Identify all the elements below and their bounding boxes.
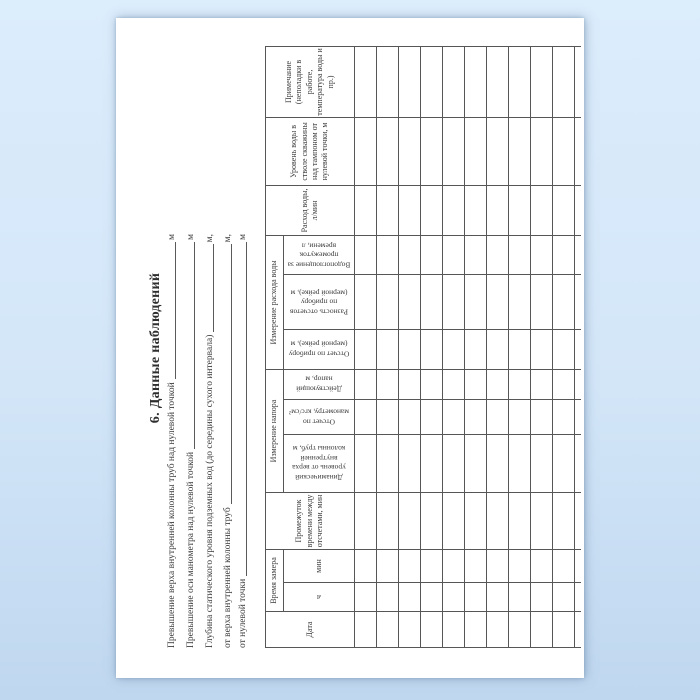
empty-cell bbox=[509, 329, 531, 369]
empty-cell bbox=[509, 399, 531, 434]
empty-cell bbox=[421, 399, 443, 434]
empty-cell bbox=[355, 549, 377, 582]
empty-cell bbox=[553, 369, 575, 399]
empty-cell bbox=[421, 549, 443, 582]
empty-cell bbox=[509, 117, 531, 185]
fill-line-text: от нулевой точки bbox=[238, 578, 248, 648]
empty-cell bbox=[531, 274, 553, 329]
empty-cell bbox=[399, 274, 421, 329]
unit-label: м bbox=[167, 234, 177, 241]
empty-cell bbox=[465, 329, 487, 369]
table-row bbox=[355, 46, 377, 647]
group-header-head-measurement: Измерение напора bbox=[266, 369, 284, 492]
empty-cell bbox=[355, 369, 377, 399]
col-header-water-level: Уровень воды в стволе скважины над тампоном от нулевой точки, м bbox=[266, 117, 355, 185]
table-cutoff bbox=[575, 46, 581, 647]
empty-cell bbox=[553, 329, 575, 369]
empty-cell bbox=[355, 46, 377, 117]
empty-cell bbox=[377, 369, 399, 399]
empty-cell bbox=[465, 582, 487, 611]
col-header-manometer-reading bbox=[284, 399, 355, 434]
empty-cell bbox=[421, 369, 443, 399]
empty-cell bbox=[487, 185, 509, 235]
empty-cell bbox=[531, 549, 553, 582]
empty-cell bbox=[531, 235, 553, 274]
empty-cell bbox=[421, 274, 443, 329]
empty-cell bbox=[553, 549, 575, 582]
fill-line-3 bbox=[204, 234, 216, 648]
empty-cell bbox=[443, 117, 465, 185]
fill-line-1 bbox=[166, 234, 178, 648]
empty-cell bbox=[531, 185, 553, 235]
vertical-header-text: Разность отсчетов по прибору (мерной рейке), м bbox=[289, 288, 349, 317]
empty-cell bbox=[443, 399, 465, 434]
col-header-note: Примечание (неполадки в работе, температура воды и пр.) bbox=[266, 46, 355, 117]
empty-cell bbox=[377, 492, 399, 549]
empty-cell bbox=[465, 274, 487, 329]
empty-cell bbox=[487, 582, 509, 611]
document-page bbox=[116, 18, 584, 678]
empty-cell bbox=[443, 274, 465, 329]
empty-cell bbox=[443, 434, 465, 492]
col-header-flow-rate: Расход воды, л/мин bbox=[266, 185, 355, 235]
empty-cell bbox=[421, 235, 443, 274]
empty-cell bbox=[509, 434, 531, 492]
empty-cell bbox=[377, 549, 399, 582]
col-header-minute: мин bbox=[284, 549, 355, 582]
empty-cell bbox=[443, 185, 465, 235]
empty-cell bbox=[531, 369, 553, 399]
empty-cell bbox=[465, 185, 487, 235]
empty-cell bbox=[421, 117, 443, 185]
empty-cell bbox=[487, 434, 509, 492]
empty-cell bbox=[443, 329, 465, 369]
empty-cell bbox=[553, 117, 575, 185]
empty-cell bbox=[553, 611, 575, 647]
empty-cell bbox=[509, 611, 531, 647]
empty-cell bbox=[531, 329, 553, 369]
empty-cell bbox=[377, 274, 399, 329]
empty-cell bbox=[487, 46, 509, 117]
empty-cell bbox=[399, 492, 421, 549]
empty-cell bbox=[509, 582, 531, 611]
empty-cell bbox=[487, 549, 509, 582]
empty-cell bbox=[421, 492, 443, 549]
empty-cell bbox=[487, 492, 509, 549]
empty-cell bbox=[399, 235, 421, 274]
empty-cell bbox=[355, 185, 377, 235]
empty-cell bbox=[465, 235, 487, 274]
table-row bbox=[421, 46, 443, 647]
empty-cell bbox=[465, 117, 487, 185]
empty-cell bbox=[509, 274, 531, 329]
empty-cell bbox=[509, 549, 531, 582]
unit-label: м bbox=[238, 234, 248, 241]
empty-cell bbox=[443, 549, 465, 582]
empty-cell bbox=[509, 369, 531, 399]
empty-cell bbox=[421, 329, 443, 369]
empty-cell bbox=[465, 492, 487, 549]
table-row bbox=[443, 46, 465, 647]
vertical-header-text: Действующий напор, м bbox=[296, 375, 342, 395]
empty-cell bbox=[531, 117, 553, 185]
empty-cell bbox=[487, 369, 509, 399]
empty-cell bbox=[377, 46, 399, 117]
col-header-interval: Промежуток времени между отсчетами, мин bbox=[266, 492, 355, 549]
empty-cell bbox=[553, 492, 575, 549]
blank-line bbox=[175, 242, 176, 379]
col-header-hour: ч bbox=[284, 582, 355, 611]
group-header-measure-time: Время замера bbox=[266, 549, 284, 611]
empty-cell bbox=[509, 185, 531, 235]
empty-cell bbox=[531, 582, 553, 611]
empty-cell bbox=[377, 399, 399, 434]
empty-cell bbox=[509, 235, 531, 274]
table-row bbox=[553, 46, 575, 647]
empty-cell bbox=[553, 46, 575, 117]
empty-cell bbox=[553, 235, 575, 274]
empty-cell bbox=[487, 611, 509, 647]
empty-cell bbox=[421, 582, 443, 611]
empty-cell bbox=[487, 274, 509, 329]
empty-cell bbox=[355, 399, 377, 434]
blank-line bbox=[194, 242, 195, 449]
table-row bbox=[465, 46, 487, 647]
empty-cell bbox=[355, 492, 377, 549]
empty-cell bbox=[531, 46, 553, 117]
empty-cell bbox=[399, 185, 421, 235]
unit-label: м, bbox=[223, 234, 233, 243]
empty-cell bbox=[465, 46, 487, 117]
document-title: 6. Данные наблюдений bbox=[148, 272, 163, 424]
empty-cell bbox=[377, 185, 399, 235]
table-header bbox=[266, 46, 355, 647]
observation-table bbox=[265, 46, 581, 648]
empty-cell bbox=[377, 117, 399, 185]
empty-cell bbox=[509, 492, 531, 549]
empty-cell bbox=[399, 549, 421, 582]
empty-cell bbox=[487, 329, 509, 369]
empty-cell bbox=[399, 117, 421, 185]
empty-cell bbox=[421, 434, 443, 492]
table-row bbox=[377, 46, 399, 647]
empty-cell bbox=[487, 117, 509, 185]
empty-cell bbox=[443, 46, 465, 117]
empty-cell bbox=[355, 611, 377, 647]
empty-cell bbox=[399, 399, 421, 434]
fill-line-text: от верха внутренней колонны труб bbox=[223, 507, 233, 648]
fill-line-text: Превышение верха внутренней колонны труб над нулевой точкой bbox=[167, 382, 177, 648]
vertical-header-text: Водопоглощение за промежуток времени, л bbox=[287, 241, 351, 270]
empty-cell bbox=[399, 611, 421, 647]
table-row bbox=[399, 46, 421, 647]
empty-cell bbox=[377, 434, 399, 492]
empty-cell bbox=[531, 611, 553, 647]
empty-cell bbox=[465, 434, 487, 492]
empty-cell bbox=[531, 399, 553, 434]
empty-cell bbox=[421, 46, 443, 117]
empty-cell bbox=[553, 399, 575, 434]
empty-cell bbox=[487, 399, 509, 434]
fill-line-text: Превышение оси манометра над нулевой точкой bbox=[186, 451, 196, 648]
col-header-date: Дата bbox=[266, 611, 355, 647]
table-row bbox=[487, 46, 509, 647]
blank-line bbox=[246, 242, 247, 576]
empty-cell bbox=[465, 611, 487, 647]
blank-line bbox=[231, 244, 232, 504]
col-header-water-absorption bbox=[284, 235, 355, 274]
empty-cell bbox=[377, 329, 399, 369]
unit-label: м, bbox=[205, 234, 215, 243]
empty-cell bbox=[531, 492, 553, 549]
empty-cell bbox=[377, 582, 399, 611]
col-header-device-reading bbox=[284, 329, 355, 369]
col-header-reading-difference bbox=[284, 274, 355, 329]
empty-cell bbox=[399, 434, 421, 492]
vertical-header-text: Отсчет по прибору (мерной рейке), м bbox=[288, 340, 350, 360]
group-header-flow-measurement: Измерение расхода воды bbox=[266, 235, 284, 369]
empty-cell bbox=[553, 582, 575, 611]
empty-cell bbox=[355, 235, 377, 274]
fill-line-5 bbox=[237, 234, 249, 648]
blank-line bbox=[213, 244, 214, 331]
table-row bbox=[509, 46, 531, 647]
empty-cell bbox=[553, 434, 575, 492]
empty-cell bbox=[355, 117, 377, 185]
empty-cell bbox=[377, 611, 399, 647]
empty-cell bbox=[465, 549, 487, 582]
empty-cell bbox=[465, 369, 487, 399]
empty-cell bbox=[399, 329, 421, 369]
empty-cell bbox=[399, 46, 421, 117]
fill-line-4 bbox=[222, 234, 234, 648]
col-header-acting-head bbox=[284, 369, 355, 399]
empty-cell bbox=[553, 185, 575, 235]
empty-cell bbox=[377, 235, 399, 274]
fill-line-text: Глубина статического уровня подземных вод (до середины сухого интервала) bbox=[205, 334, 215, 648]
empty-cell bbox=[399, 369, 421, 399]
empty-cell bbox=[355, 274, 377, 329]
empty-cell bbox=[465, 399, 487, 434]
table-row bbox=[531, 46, 553, 647]
empty-cell bbox=[443, 235, 465, 274]
vertical-header-text: Отсчет по манометру, кгс/см² bbox=[289, 407, 349, 427]
table-cutoff-row bbox=[575, 46, 581, 647]
empty-cell bbox=[399, 582, 421, 611]
empty-cell bbox=[443, 582, 465, 611]
empty-cell bbox=[509, 46, 531, 117]
empty-cell bbox=[443, 369, 465, 399]
vertical-header-text: Динамический уровень от верха внутренней колонны труб, м bbox=[292, 444, 346, 483]
empty-cell bbox=[421, 611, 443, 647]
empty-cell bbox=[443, 492, 465, 549]
empty-cell bbox=[553, 274, 575, 329]
unit-label: м bbox=[186, 234, 196, 241]
empty-cell bbox=[531, 434, 553, 492]
table-data-rows bbox=[355, 46, 575, 647]
empty-cell bbox=[443, 611, 465, 647]
col-header-dynamic-level bbox=[284, 434, 355, 492]
fill-line-2 bbox=[185, 234, 197, 648]
empty-cell bbox=[421, 185, 443, 235]
empty-cell bbox=[355, 582, 377, 611]
empty-cell bbox=[487, 235, 509, 274]
empty-cell bbox=[355, 434, 377, 492]
empty-cell bbox=[355, 329, 377, 369]
